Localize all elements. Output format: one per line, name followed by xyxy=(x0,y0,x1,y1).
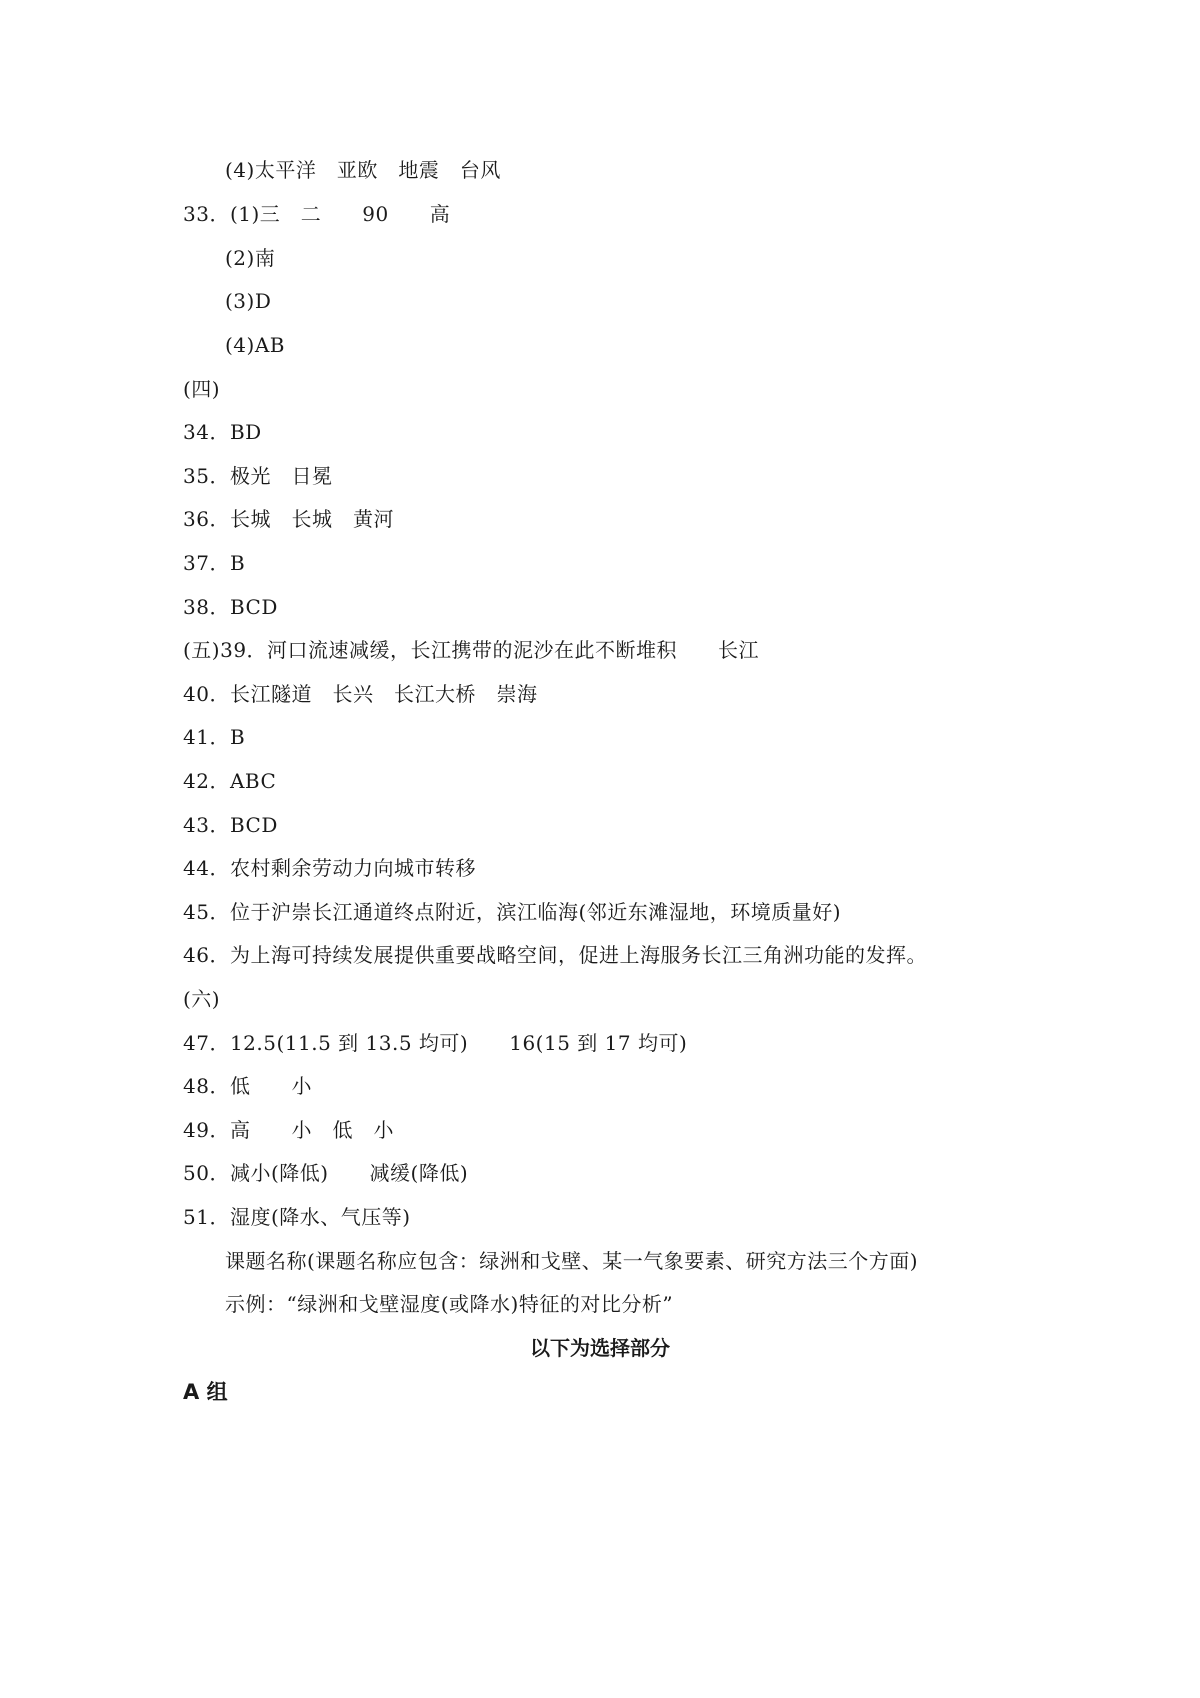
answer-line: (3)D xyxy=(225,289,272,313)
answer-line: (2)南 xyxy=(225,246,276,270)
section-label: (六) xyxy=(183,987,221,1011)
section-label: (四) xyxy=(183,377,221,401)
section-heading: 以下为选择部分 xyxy=(530,1336,670,1360)
answer-line: 49．高 小 低 小 xyxy=(183,1118,394,1142)
answer-line: 37．B xyxy=(183,551,246,575)
answer-line: 38．BCD xyxy=(183,595,278,619)
answer-line: 33．(1)三 二 90 高 xyxy=(183,202,451,226)
answer-line: (五)39．河口流速减缓，长江携带的泥沙在此不断堆积 长江 xyxy=(183,638,760,662)
answer-line: (4)太平洋 亚欧 地震 台风 xyxy=(225,158,501,182)
answer-line: 课题名称(课题名称应包含：绿洲和戈壁、某一气象要素、研究方法三个方面) xyxy=(225,1249,919,1273)
answer-line: 50．减小(降低) 减缓(降低) xyxy=(183,1161,469,1185)
answer-line: 43．BCD xyxy=(183,813,278,837)
answer-line: 44．农村剩余劳动力向城市转移 xyxy=(183,856,476,880)
answer-line: 40．长江隧道 长兴 长江大桥 崇海 xyxy=(183,682,538,706)
answer-line: 51．湿度(降水、气压等) xyxy=(183,1205,411,1229)
answer-line: (4)AB xyxy=(225,333,285,357)
answer-line: 46．为上海可持续发展提供重要战略空间，促进上海服务长江三角洲功能的发挥。 xyxy=(183,943,927,967)
answer-line: 35．极光 日冕 xyxy=(183,464,333,488)
group-label: A 组 xyxy=(183,1380,228,1404)
answer-line: 42．ABC xyxy=(183,769,277,793)
answer-line: 41．B xyxy=(183,725,246,749)
answer-line: 47．12.5(11.5 到 13.5 均可) 16(15 到 17 均可) xyxy=(183,1031,688,1055)
answer-line: 48．低 小 xyxy=(183,1074,312,1098)
answer-line: 34．BD xyxy=(183,420,262,444)
answer-line: 36．长城 长城 黄河 xyxy=(183,507,394,531)
answer-line: 示例：“绿洲和戈壁湿度(或降水)特征的对比分析” xyxy=(225,1292,674,1316)
answer-line: 45．位于沪崇长江通道终点附近，滨江临海(邻近东滩湿地，环境质量好) xyxy=(183,900,842,924)
